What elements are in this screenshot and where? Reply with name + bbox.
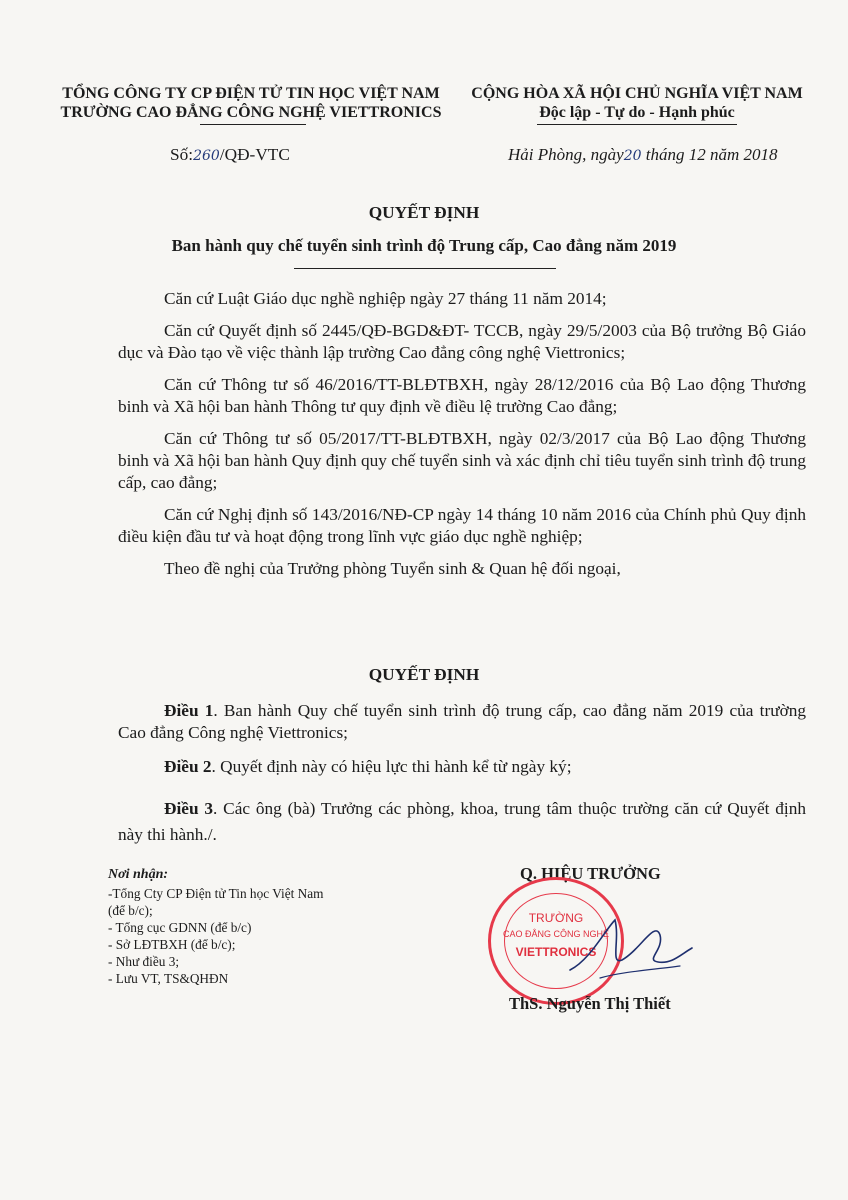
date-day-handwritten: 20: [623, 148, 642, 164]
decision-heading: QUYẾT ĐỊNH: [368, 665, 480, 684]
article-1: Điều 1. Ban hành Quy chế tuyển sinh trình độ trung cấp, cao đẳng năm 2019 của trường Cao đẳng Công nghệ Viettronics;: [118, 701, 806, 742]
recipients: [108, 866, 338, 987]
nation-line2: Độc lập - Tự do - Hạnh phúc: [539, 104, 735, 121]
preamble: [118, 288, 806, 580]
doc-number: Số:260/QĐ-VTC: [170, 145, 290, 164]
preamble-item: Căn cứ Quyết định số 2445/QĐ-BGD&ĐT- TCCB, ngày 29/5/2003 của Bộ trưởng Bộ Giáo dục và Đào tạo về việc thành lập trường Cao đẳng công nghệ Viettronics;: [118, 321, 806, 362]
recipient-item: - Tổng cục GDNN (để b/c): [108, 920, 252, 935]
preamble-item: Căn cứ Luật Giáo dục nghề nghiệp ngày 27 tháng 11 năm 2014;: [164, 289, 607, 308]
recipient-item: -Tổng Cty CP Điện tử Tin học Việt Nam (để b/c);: [108, 886, 324, 918]
preamble-item: Căn cứ Thông tư số 46/2016/TT-BLĐTBXH, ngày 28/12/2016 của Bộ Lao động Thương binh và Xã hội ban hành Thông tư quy định về điều lệ trường Cao đẳng;: [118, 375, 806, 416]
stamp-line1: TRƯỜNG: [528, 911, 584, 925]
document-subtitle: Ban hành quy chế tuyển sinh trình độ Trung cấp, Cao đẳng năm 2019: [171, 236, 677, 255]
article-2: Điều 2. Quyết định này có hiệu lực thi hành kể từ ngày ký;: [164, 757, 572, 776]
nation-underline: [537, 124, 737, 125]
document-title: QUYẾT ĐỊNH: [368, 203, 480, 222]
signer-role: Q. HIỆU TRƯỞNG: [520, 864, 661, 883]
article-3: Điều 3. Các ông (bà) Trưởng các phòng, khoa, trung tâm thuộc trường căn cứ Quyết định này thi hành./.: [118, 799, 806, 844]
stamp-line3: VIETTRONICS: [515, 945, 597, 959]
org-line2: TRƯỜNG CAO ĐẲNG CÔNG NGHỆ VIETTRONICS: [60, 104, 442, 121]
preamble-item: Căn cứ Thông tư số 05/2017/TT-BLĐTBXH, ngày 02/3/2017 của Bộ Lao động Thương binh và Xã hội ban hành Quy định quy chế tuyển sinh và xác định chỉ tiêu tuyển sinh trình độ trung cấp, cao đẳng;: [118, 429, 806, 492]
recipient-item: - Lưu VT, TS&QHĐN: [108, 971, 229, 986]
recipient-item: - Như điều 3;: [108, 954, 180, 969]
org-underline: [200, 124, 306, 125]
handwritten-signature: [560, 900, 700, 990]
subtitle-underline: [294, 268, 556, 269]
nation-line1: CỘNG HÒA XÃ HỘI CHỦ NGHĨA VIỆT NAM: [471, 85, 803, 102]
preamble-item: Theo đề nghị của Trưởng phòng Tuyển sinh & Quan hệ đối ngoại,: [164, 559, 621, 578]
stamp-line2: CAO ĐẲNG CÔNG NGHỆ: [502, 929, 609, 939]
preamble-item: Căn cứ Nghị định số 143/2016/NĐ-CP ngày 14 tháng 10 năm 2016 của Chính phủ Quy định điều kiện đầu tư và hoạt động trong lĩnh vực giáo dục nghề nghiệp;: [118, 505, 806, 546]
recipients-heading: Nơi nhận:: [108, 867, 169, 882]
org-header: [46, 84, 456, 122]
date-place: Hải Phòng, ngày20 tháng 12 năm 2018: [508, 145, 778, 164]
recipient-item: - Sở LĐTBXH (để b/c);: [108, 937, 236, 952]
doc-number-handwritten: 260: [193, 148, 220, 164]
articles: [118, 700, 806, 848]
nation-header: [452, 84, 822, 122]
signer-name: ThS. Nguyễn Thị Thiết: [509, 994, 671, 1013]
org-line1: TỔNG CÔNG TY CP ĐIỆN TỬ TIN HỌC VIỆT NAM: [62, 85, 440, 102]
